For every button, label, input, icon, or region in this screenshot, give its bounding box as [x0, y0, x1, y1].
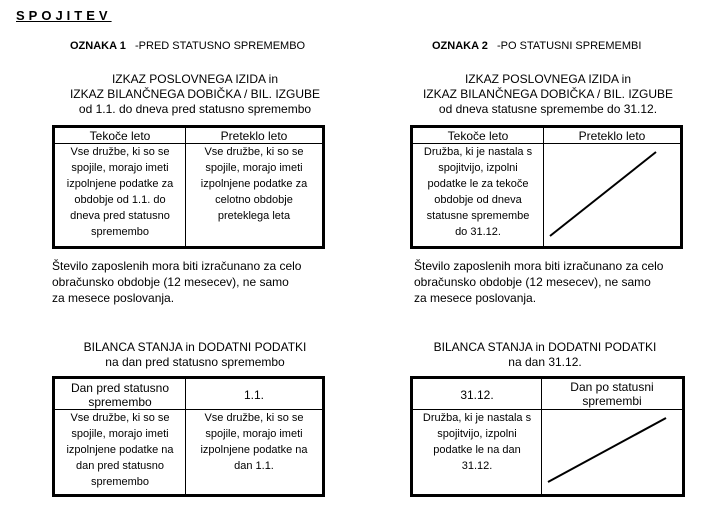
heading-line: IZKAZ BILANČNEGA DOBIČKA / BIL. IZGUBE: [69, 87, 321, 101]
cell-tekoce-leto: [412, 144, 544, 248]
cell-date: [412, 410, 542, 496]
col-header-date: 1.1.: [186, 378, 324, 410]
col-header-tekoce-leto: Tekoče leto: [54, 127, 186, 144]
heading-line: od dneva statusne spremembe do 31.12.: [438, 102, 658, 116]
cell-preteklo-leto: [186, 144, 324, 248]
izkaz-table-right: [410, 125, 683, 249]
cell-line: spojile, morajo imeti: [71, 162, 169, 174]
cell-line: spojitvijo, izpolni: [437, 428, 517, 440]
note-line: obračunsko obdobje (12 mesecev), ne samo: [414, 275, 651, 289]
cell-line: spojile, morajo imeti: [205, 428, 303, 440]
note-line: za mesece poslovanja.: [52, 291, 175, 305]
oznaka-1-label: OZNAKA 1: [70, 40, 126, 52]
heading-line: na dan pred statusno spremembo: [105, 355, 285, 369]
oznaka-2-text: -PO STATUSNI SPREMEMBI: [497, 40, 642, 52]
header-line: Dan pred statusno: [70, 380, 170, 395]
header-line: spremembo: [88, 394, 152, 409]
cell-line: podatke le za tekoče: [427, 178, 529, 190]
strikethrough-cell: [542, 410, 684, 496]
cell-line: Družba, ki je nastala s: [422, 412, 532, 424]
cell-line: izpolnjene podatke na: [66, 444, 174, 456]
cell-line: dan pred statusno: [75, 460, 165, 472]
bilanca-heading-left: [40, 340, 350, 370]
izkaz-heading-right: [393, 72, 703, 117]
note-line: Število zaposlenih mora biti izračunano za celo: [52, 259, 302, 273]
col-header-dan-po: [542, 378, 684, 410]
cell-line: Družba, ki je nastala s: [423, 146, 533, 158]
oznaka-2-label: OZNAKA 2: [432, 40, 488, 52]
heading-line: BILANCA STANJA in DODATNI PODATKI: [433, 340, 657, 354]
col-header-dan-pred: [54, 378, 186, 410]
header-line: Dan po statusni: [570, 380, 654, 394]
bilanca-heading-right: [390, 340, 700, 370]
oznaka-1: [70, 40, 305, 52]
col-header-tekoce-leto: Tekoče leto: [412, 127, 544, 144]
bilanca-table-right: [410, 376, 685, 497]
strikethrough-cell: [544, 144, 682, 248]
heading-line: od 1.1. do dneva pred statusno spremembo: [78, 102, 312, 116]
heading-line: IZKAZ BILANČNEGA DOBIČKA / BIL. IZGUBE: [422, 87, 674, 101]
heading-line: BILANCA STANJA in DODATNI PODATKI: [83, 340, 307, 354]
cell-line: spremembo: [90, 476, 150, 488]
cell-line: podatke le na dan: [433, 444, 521, 456]
note-line: za mesece poslovanja.: [414, 291, 537, 305]
cell-line: do 31.12.: [455, 226, 501, 238]
oznaka-2: [432, 40, 641, 52]
cell-line: izpolnjene podatke na: [200, 444, 308, 456]
cell-tekoce-leto: [54, 144, 186, 248]
heading-line: IZKAZ POSLOVNEGA IZIDA in: [464, 72, 632, 86]
cell-line: Vse družbe, ki so se: [70, 146, 170, 158]
cell-line: obdobje od dneva: [434, 194, 522, 206]
diagonal-line: [542, 410, 682, 494]
oznaka-1-text: -PRED STATUSNO SPREMEMBO: [135, 40, 306, 52]
cell-line: 31.12.: [461, 460, 493, 472]
heading-line: IZKAZ POSLOVNEGA IZIDA in: [111, 72, 279, 86]
cell-line: dneva pred statusno: [70, 210, 170, 222]
cell-line: spremembo: [90, 226, 150, 238]
cell-line: spojitvijo, izpolni: [438, 162, 518, 174]
cell-line: izpolnjene podatke za: [200, 178, 308, 190]
cell-line: spojile, morajo imeti: [205, 162, 303, 174]
col-header-date: 31.12.: [412, 378, 542, 410]
header-line: spremembi: [582, 394, 642, 408]
note-line: obračunsko obdobje (12 mesecev), ne samo: [52, 275, 289, 289]
izkaz-table-left: [52, 125, 325, 249]
employee-note-right: [414, 258, 704, 306]
cell-line: izpolnjene podatke za: [66, 178, 174, 190]
cell-line: Vse družbe, ki so se: [70, 412, 170, 424]
cell-line: dan 1.1.: [234, 460, 274, 472]
cell-dan-pred: [54, 410, 186, 496]
employee-note-left: [52, 258, 352, 306]
bilanca-table-left: [52, 376, 325, 497]
cell-line: Vse družbe, ki so se: [204, 146, 304, 158]
col-header-preteklo-leto: Preteklo leto: [544, 127, 682, 144]
heading-line: na dan 31.12.: [508, 355, 582, 369]
col-header-preteklo-leto: Preteklo leto: [186, 127, 324, 144]
cell-line: preteklega leta: [217, 210, 291, 222]
cell-line: Vse družbe, ki so se: [204, 412, 304, 424]
cell-date: [186, 410, 324, 496]
izkaz-heading-left: [40, 72, 350, 117]
cell-line: obdobje od 1.1. do: [74, 194, 166, 206]
cell-line: celotno obdobje: [215, 194, 293, 206]
diagonal-line: [544, 144, 680, 244]
cell-line: statusne spremembe: [426, 210, 530, 222]
note-line: Število zaposlenih mora biti izračunano za celo: [414, 259, 664, 273]
cell-line: spojile, morajo imeti: [71, 428, 169, 440]
page-title: SPOJITEV: [16, 8, 112, 23]
